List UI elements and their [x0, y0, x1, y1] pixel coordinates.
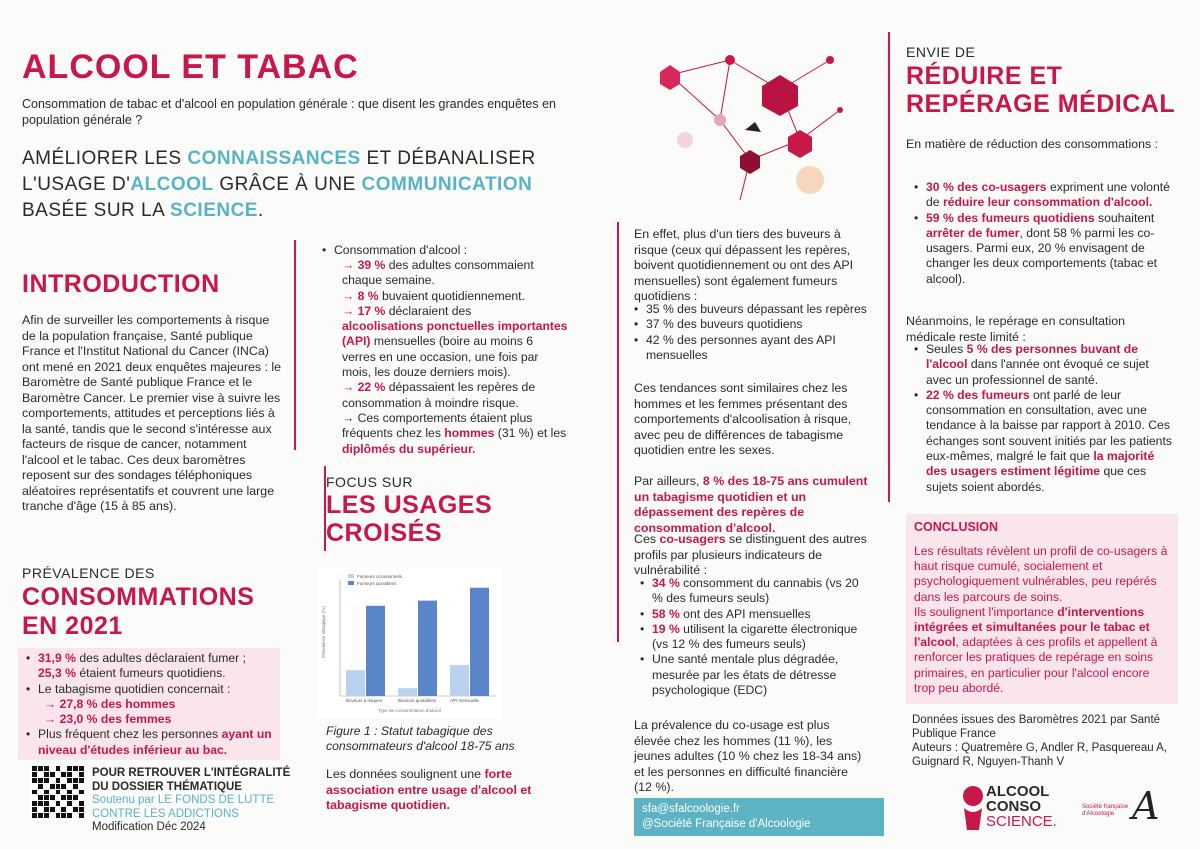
screening-list [910, 342, 1176, 495]
molecule-node [826, 56, 834, 64]
contact-org: @Société Française d'Alcoologie [642, 818, 811, 830]
conclusion-heading: CONCLUSION [914, 520, 999, 534]
molecule-node [796, 166, 824, 194]
col3-paragraph-5: La prévalence du co-usage est plus élevée chez les hommes (11 %), les jeunes adultes (10 % chez les 18-34 ans) et les personnes en difficulté financière (12 %). [634, 718, 862, 794]
vulnerability-list [636, 576, 868, 698]
list-item: • 37 % des buveurs quotidiens [630, 317, 870, 332]
x-axis-label: Type de consommation d'alcool [378, 708, 441, 713]
conclusion-text-2: Ils soulignent l'importance d'interventions intégrées et simultanées pour le tabac et l'alcool, adaptées à ces profils et appellent à renforcer les pratiques de repérage en soins primaires, en particulier pour l'alcool encore trop peu abordé. [914, 604, 1158, 695]
molecule-node [740, 150, 760, 174]
alcohol-details: → 39 % des adultes consommaient chaque semaine. → 8 % buvaient quotidiennement. → 17 % déclaraient des alcoolisations ponctuelles importantes (API) mensuelles (boire au moins 6 verres en une occasion, une fois par mois, les douze derniers mois). → 22 % dépassaient les repères de consommation à moindre risque. → Ces comportements étaient plus fréquents chez les hommes (31 %) et les diplômés du supérieur. [342, 258, 568, 456]
focus-heading: LES USAGES CROISÉS [326, 491, 493, 547]
sfa-logo-letter: A [1132, 784, 1160, 828]
list-item: • 42 % des personnes ayant des API mensuelles [630, 333, 870, 364]
list-item: • 35 % des buveurs dépassant les repères [630, 302, 870, 317]
col4-kicker: ENVIE DE [906, 44, 976, 60]
list-item: • Consommation d'alcool : [318, 243, 570, 258]
chart-caption: Figure 1 : Statut tabagique des consommateurs d'alcool 18-75 ans [326, 724, 515, 753]
list-item: • 58 % ont des API mensuelles [636, 607, 868, 622]
molecule-node [725, 55, 735, 65]
molecule-illustration [640, 20, 870, 210]
col4-paragraph-1: En matière de réduction des consommations : [906, 137, 1159, 151]
legend-swatch [348, 574, 354, 578]
col3-list [630, 302, 870, 363]
prevalence-list [22, 651, 280, 758]
column-divider [324, 466, 326, 551]
x-tick-label: Buveurs à risques [346, 698, 383, 703]
legend-swatch [348, 581, 354, 585]
col3-paragraph-1: En effet, plus d'un tiers des buveurs à risque (ceux qui dépassent les repères, boivent quotidiennement ou ont des API mensuelles) sont également fumeurs quotidiens : [634, 227, 854, 303]
molecule-node [745, 122, 761, 132]
alcohol-list [318, 243, 570, 258]
list-item: • Une santé mentale plus dégradée, mesurée par les états de détresse psychologique (EDC) [636, 652, 868, 698]
molecule-node [762, 75, 798, 116]
column-divider [617, 222, 619, 642]
contact-email[interactable]: sfa@sfalcoologie.fr [642, 803, 740, 815]
col4-paragraph-2: Néanmoins, le repérage en consultation médicale reste limité : [906, 314, 1126, 344]
list-item: • 22 % des fumeurs ont parlé de leur consommation en consultation, avec une tendance à la baisse par rapport à 2010. Ces échanges sont souvent initiés par les patients eux-mêmes, malgré le fait que la majorité des usagers estiment légitime que ces sujets soient abordés. [910, 388, 1176, 495]
bar-chart [318, 568, 502, 718]
bar-fumeurs-occasionnels-2 [450, 665, 469, 696]
legend-label: Fumeurs quotidiens [357, 581, 397, 586]
legend-label: Fumeurs occasionnels [357, 574, 403, 579]
col3-paragraph-4: Ces co-usagers se distinguent des autres profils par plusieurs indicateurs de vulnérabilité : [634, 532, 867, 577]
reduction-list [910, 180, 1176, 287]
intro-text: Afin de surveiller les comportements à risque de la population française, Santé publique France et l'Institut National du Cancer (INCa) ont mené en 2021 deux enquêtes majeures : le Baromètre de Santé publique France et le Baromètre Cancer. Le premier vise à suivre les comportements, attitudes et perceptions liés à la santé, tandis que le second s'intéresse aux facteurs de risque de cancer, notamment l'alcool et le tabac. Ces deux baromètres reposent sur des sondages téléphoniques aléatoires représentatifs et couvrent une large tranche d'âge (15 à 85 ans). [22, 313, 282, 513]
focus-kicker: FOCUS SUR [326, 474, 413, 490]
page-subtitle: Consommation de tabac et d'alcool en population générale : que disent les grandes enquêtes en population générale ? [22, 97, 557, 127]
source-block: Données issues des Baromètres 2021 par Santé Publique France Auteurs : Quatremère G, Andler R, Pasquereau A, Guignard R, Nguyen-Thanh V [912, 714, 1168, 768]
bar-fumeurs-quotidiens-0 [366, 606, 385, 696]
bar-fumeurs-quotidiens-1 [418, 601, 437, 696]
list-item: • 19 % utilisent la cigarette électronique (vs 12 % des fumeurs seuls) [636, 622, 868, 653]
molecule-node [837, 107, 843, 113]
banner: AMÉLIORER LES CONNAISSANCES ET DÉBANALISER L'USAGE D'ALCOOL GRÂCE À UNE COMMUNICATION BASÉE SUR LA SCIENCE. [22, 148, 536, 221]
col3-paragraph-3: Par ailleurs, 8 % des 18-75 ans cumulent un tabagisme quotidien et un dépassement des repères de consommation d'alcool. [634, 474, 868, 535]
conclusion-box [906, 514, 1178, 704]
list-item: • Seules 5 % des personnes buvant de l'alcool dans l'année ont évoqué ce sujet avec un professionnel de santé. [910, 342, 1176, 388]
y-axis-label: Prévalence tabagique (%) [321, 606, 326, 658]
intro-heading: INTRODUCTION [22, 270, 220, 298]
col4-heading: RÉDUIRE ET REPÉRAGE MÉDICAL [906, 62, 1176, 118]
qr-text: POUR RETROUVER L'INTÉGRALITÉ DU DOSSIER THÉMATIQUE Soutenu par LE FONDS DE LUTTE CONTRE LES ADDICTIONS Modification Déc 2024 [92, 767, 291, 833]
bar-fumeurs-occasionnels-1 [398, 688, 417, 696]
x-tick-label: API mensuelle [450, 698, 480, 703]
list-item: • 59 % des fumeurs quotidiens souhaitent arrêter de fumer, dont 58 % parmi les co-usagers. Parmi eux, 20 % envisagent de changer les deux comportements (tabac et alcool). [910, 211, 1176, 287]
logo-figure-icon [956, 782, 990, 832]
list-item: • 34 % consomment du cannabis (vs 20 % des fumeurs seuls) [636, 576, 868, 607]
conclusion-text-1: Les résultats révèlent un profil de co-usagers à haut risque cumulé, socialement et psychologiquement vulnérables, peu repérés dans les parcours de soins. [914, 544, 1168, 604]
qr-code[interactable] [30, 764, 86, 820]
col3-paragraph-2: Ces tendances sont similaires chez les hommes et les femmes présentant des comportements d'alcoolisation à risque, avec peu de différences de tabagisme quotidien entre les sexes. [634, 381, 852, 457]
list-item: • 31,9 % des adultes déclaraient fumer ; 25,3 % étaient fumeurs quotidiens. [22, 651, 280, 682]
bar-fumeurs-occasionnels-0 [346, 670, 365, 696]
contact-box [634, 798, 884, 836]
column-divider [888, 32, 890, 502]
column-divider [294, 240, 296, 450]
list-item: • Le tabagisme quotidien concernait : → 27,8 % des hommes → 23,0 % des femmes [22, 682, 280, 728]
page-title: ALCOOL ET TABAC [22, 48, 359, 86]
molecule-node [660, 65, 680, 90]
list-item: • 30 % des co-usagers expriment une volonté de réduire leur consommation d'alcool. [910, 180, 1176, 211]
list-item: • Plus fréquent chez les personnes ayant un niveau d'études inférieur au bac. [22, 727, 280, 758]
x-tick-label: Buveurs quotidiens [398, 698, 437, 703]
bar-fumeurs-quotidiens-2 [470, 588, 489, 696]
focus-note: Les données soulignent une forte association entre usage d'alcool et tabagisme quotidien. [326, 767, 532, 812]
molecule-node [677, 132, 693, 148]
molecule-node [714, 114, 726, 126]
prevalence-heading: CONSOMMATIONS EN 2021 [22, 583, 255, 640]
prevalence-kicker: PRÉVALENCE DES [22, 565, 155, 581]
